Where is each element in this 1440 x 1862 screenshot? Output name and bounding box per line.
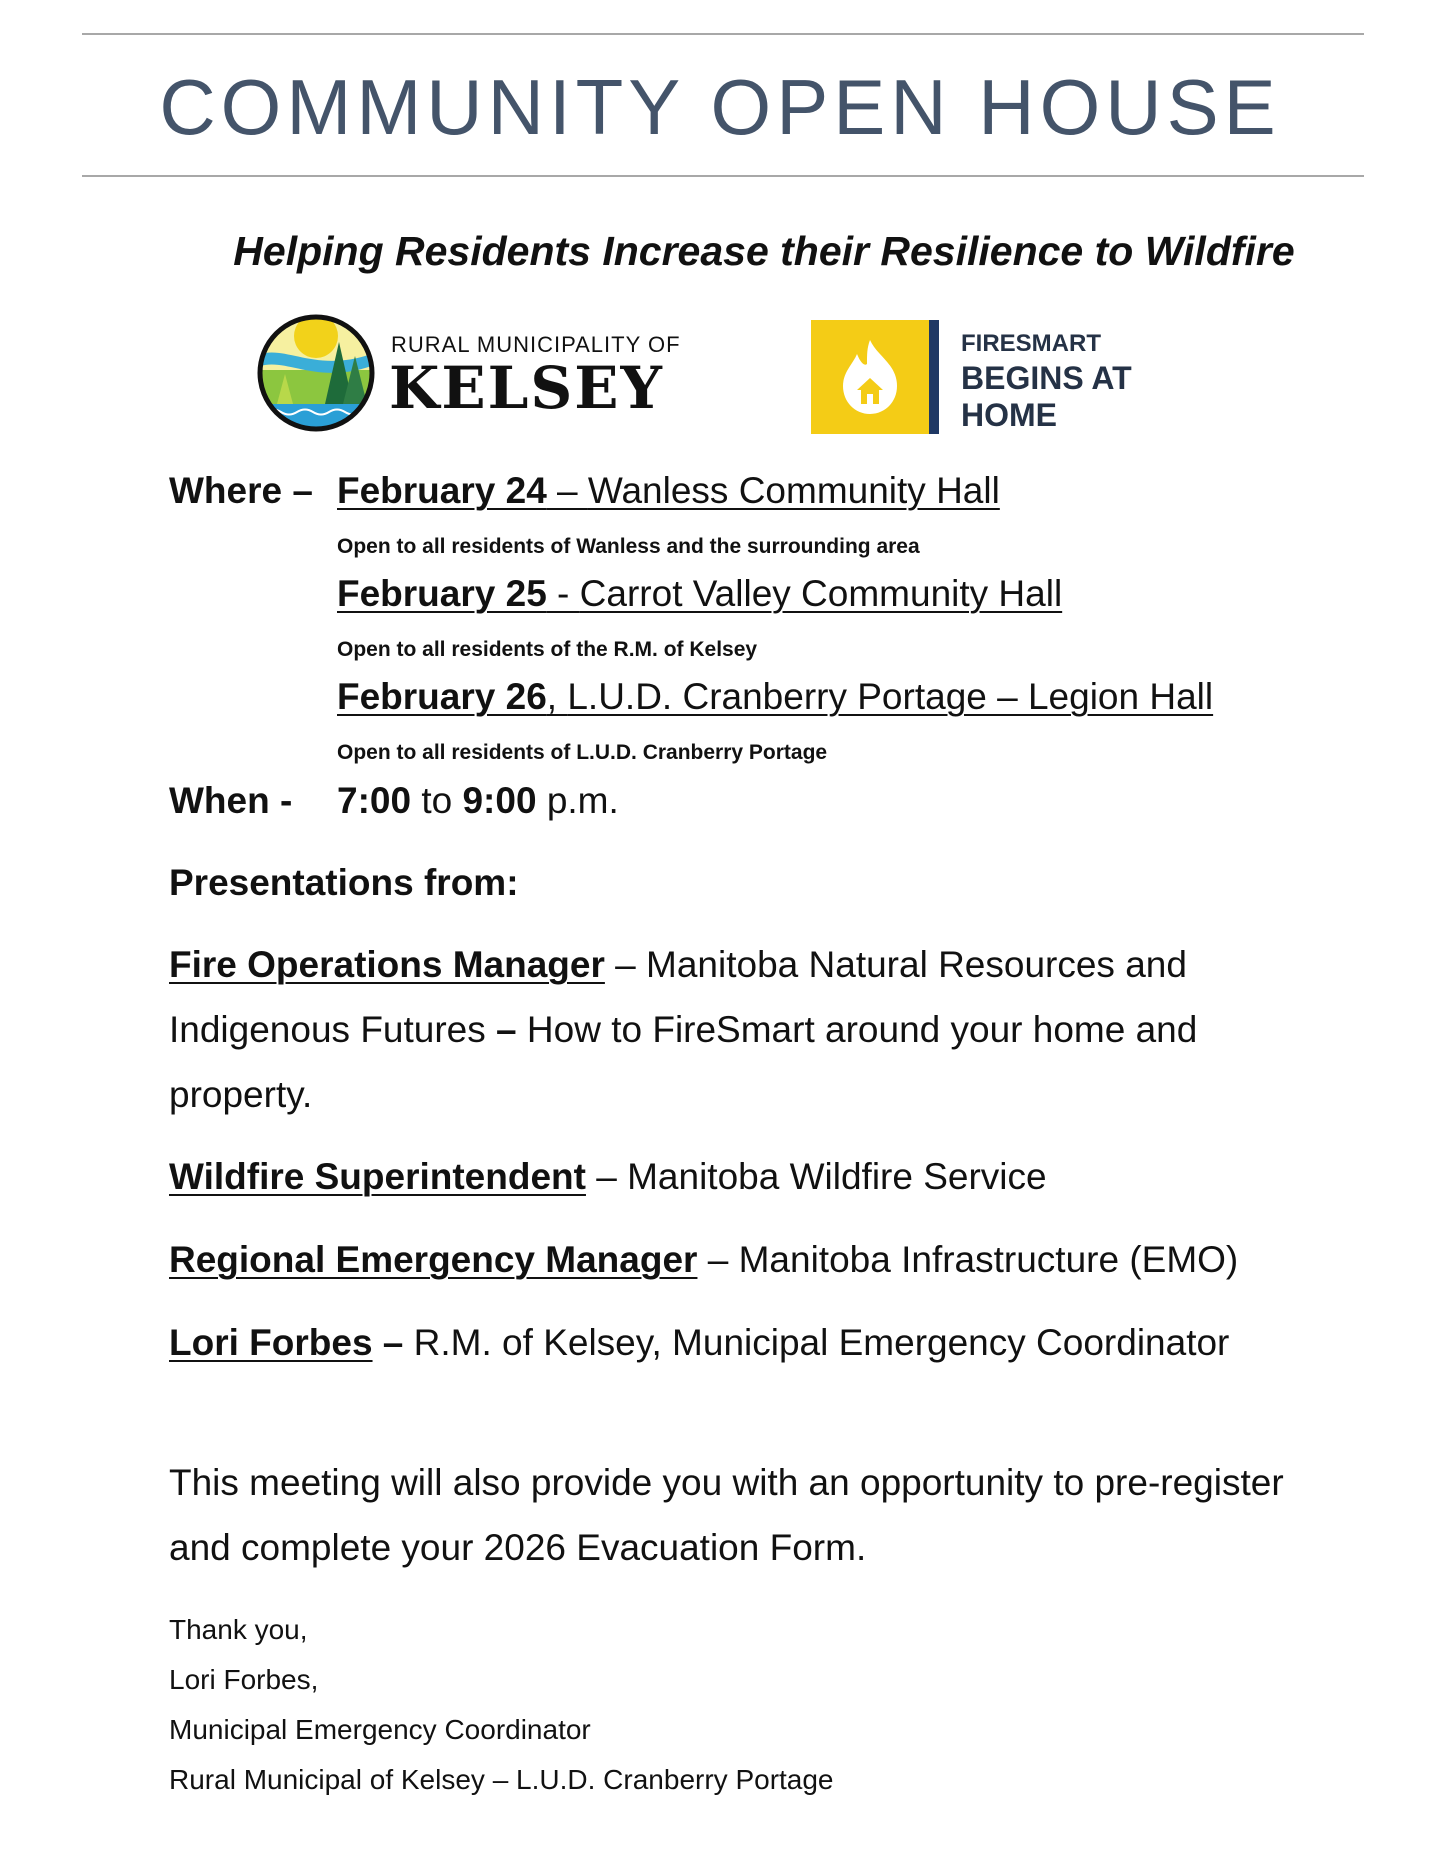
page-title: COMMUNITY OPEN HOUSE	[159, 63, 1281, 151]
signature-line-2: Lori Forbes,	[169, 1664, 319, 1695]
closing-line-1: This meeting will also provide you with an opportunity to pre-register	[169, 1462, 1284, 1503]
event-1-note: Open to all residents of Wanless and the surrounding area	[337, 535, 920, 558]
when-suffix: p.m.	[536, 780, 619, 821]
event-3-note: Open to all residents of L.U.D. Cranberry Portage	[337, 741, 828, 764]
presenter-3: Regional Emergency Manager – Manitoba Infrastructure (EMO)	[169, 1239, 1239, 1280]
when-label: When -	[169, 780, 293, 821]
event-2-sep: -	[546, 573, 580, 614]
presenter-1-line3: property.	[169, 1074, 313, 1115]
presenter-1-line2: Indigenous Futures – How to FireSmart around your home and	[169, 1009, 1198, 1050]
presenter-2-role: Wildfire Superintendent	[169, 1156, 586, 1197]
event-1-date: February 24	[337, 470, 547, 511]
event-1-place: Wanless Community Hall	[587, 470, 1000, 511]
kelsey-logo-small-text: RURAL MUNICIPALITY OF	[391, 332, 681, 357]
signature-line-3: Municipal Emergency Coordinator	[169, 1714, 591, 1745]
subtitle: Helping Residents Increase their Resilience to Wildfire	[233, 228, 1295, 274]
event-3	[337, 676, 1213, 718]
flame-house-icon	[837, 338, 903, 416]
closing-line-2: and complete your 2026 Evacuation Form.	[169, 1527, 867, 1568]
kelsey-emblem-icon	[255, 312, 377, 434]
when-start: 7:00	[337, 780, 412, 821]
when-end: 9:00	[462, 780, 537, 821]
event-1	[337, 470, 1000, 512]
kelsey-logo	[255, 312, 705, 434]
top-rule	[82, 33, 1364, 35]
event-1-sep: –	[546, 470, 588, 511]
event-3-date: February 26	[337, 676, 547, 717]
event-2-note: Open to all residents of the R.M. of Kelsey	[337, 638, 758, 661]
kelsey-logo-big-text: KELSEY	[389, 354, 664, 422]
title-rule	[82, 175, 1364, 177]
when-to: to	[411, 780, 463, 821]
when-time	[337, 780, 619, 822]
where-label: Where –	[169, 470, 313, 511]
event-3-sep: ,	[546, 676, 568, 717]
signature-line-1: Thank you,	[169, 1614, 308, 1645]
presenter-3-role: Regional Emergency Manager	[169, 1239, 698, 1280]
firesmart-badge	[811, 320, 929, 434]
signature-line-4: Rural Municipal of Kelsey – L.U.D. Cranberry Portage	[169, 1764, 834, 1795]
presenter-2: Wildfire Superintendent – Manitoba Wildfire Service	[169, 1156, 1047, 1197]
presenter-1-role: Fire Operations Manager	[169, 944, 605, 985]
event-3-place: L.U.D. Cranberry Portage – Legion Hall	[567, 676, 1214, 717]
presenter-4-role: Lori Forbes	[169, 1322, 373, 1363]
firesmart-logo	[811, 320, 1231, 436]
presenter-1-line1: Fire Operations Manager – Manitoba Natural Resources and	[169, 944, 1187, 985]
presenter-4: Lori Forbes – R.M. of Kelsey, Municipal Emergency Coordinator	[169, 1322, 1230, 1363]
firesmart-divider	[929, 320, 939, 434]
presentations-heading: Presentations from:	[169, 862, 519, 903]
firesmart-line2: BEGINS AT HOME	[961, 360, 1132, 433]
firesmart-line1: FIRESMART	[961, 330, 1101, 357]
event-2	[337, 573, 1062, 615]
event-2-place: Carrot Valley Community Hall	[579, 573, 1063, 614]
event-2-date: February 25	[337, 573, 547, 614]
